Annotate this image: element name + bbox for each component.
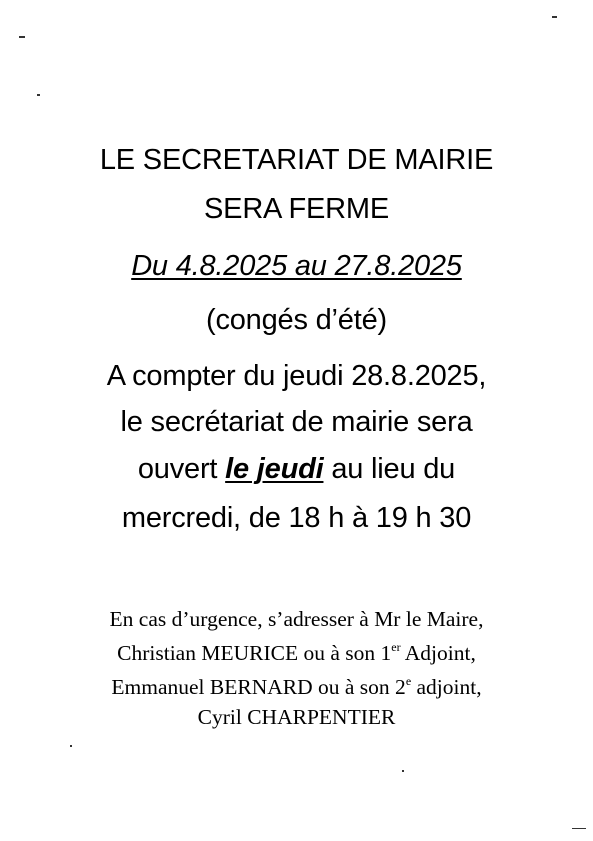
new-schedule-line-1: A compter du jeudi 28.8.2025, bbox=[106, 360, 487, 392]
emergency-line-1: En cas d’urgence, s’adresser à Mr le Maire, bbox=[109, 607, 484, 631]
scan-speck bbox=[572, 828, 586, 829]
emergency-line-2-prefix: Christian MEURICE ou à son 1 bbox=[117, 641, 392, 665]
new-schedule-line-4: mercredi, de 18 h à 19 h 30 bbox=[121, 502, 472, 534]
emergency-line-2 bbox=[0, 640, 593, 665]
emergency-line-3 bbox=[0, 674, 593, 699]
open-prefix: ouvert bbox=[137, 453, 226, 485]
scan-speck bbox=[37, 94, 40, 96]
emergency-line-3-suffix: adjoint, bbox=[411, 675, 482, 699]
scan-speck bbox=[70, 745, 72, 747]
heading-line-2: SERA FERME bbox=[204, 193, 389, 225]
scan-speck bbox=[552, 16, 557, 18]
open-suffix: au lieu du bbox=[323, 453, 456, 485]
emergency-line-3-prefix: Emmanuel BERNARD ou à son 2 bbox=[111, 675, 406, 699]
closure-dates bbox=[0, 252, 593, 281]
ordinal-second: e bbox=[405, 674, 412, 688]
new-schedule-line-3 bbox=[0, 455, 593, 484]
closure-reason: (congés d’été) bbox=[206, 304, 387, 336]
heading-line-1: LE SECRETARIAT DE MAIRIE bbox=[99, 144, 494, 176]
scan-speck bbox=[402, 770, 404, 772]
ordinal-first: er bbox=[391, 640, 401, 654]
new-schedule-line-2: le secrétariat de mairie sera bbox=[120, 406, 473, 438]
open-day: le jeudi bbox=[225, 453, 324, 485]
emergency-line-4: Cyril CHARPENTIER bbox=[197, 705, 396, 729]
closure-dates-text: Du 4.8.2025 au 27.8.2025 bbox=[131, 250, 462, 282]
emergency-line-2-suffix: Adjoint, bbox=[400, 641, 476, 665]
scan-speck bbox=[19, 36, 25, 38]
